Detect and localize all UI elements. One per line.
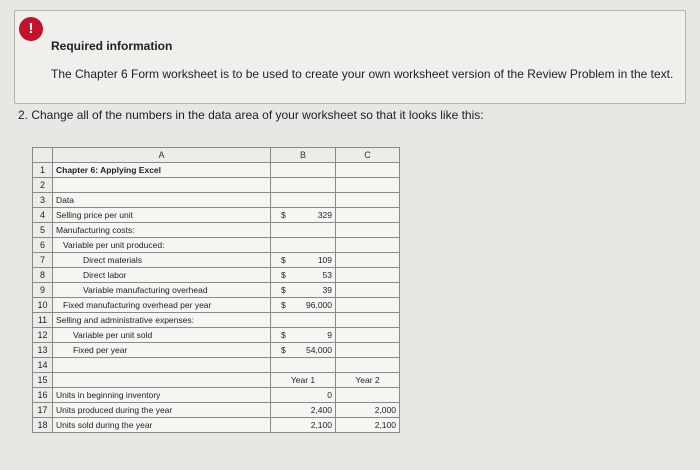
table-row	[33, 373, 400, 388]
column-header-row	[33, 148, 400, 163]
cell-b-value: 9	[327, 330, 332, 340]
cell-b[interactable]	[271, 403, 336, 418]
cell-c[interactable]	[336, 388, 400, 403]
cell-a[interactable]: Fixed per year	[53, 343, 271, 358]
currency-symbol: $	[281, 330, 286, 340]
cell-b[interactable]	[271, 343, 336, 358]
row-number[interactable]: 7	[33, 253, 53, 268]
table-row	[33, 298, 400, 313]
cell-c[interactable]	[336, 373, 400, 388]
currency-symbol: $	[281, 255, 286, 265]
row-number[interactable]: 3	[33, 193, 53, 208]
row-number[interactable]: 17	[33, 403, 53, 418]
cell-c[interactable]	[336, 238, 400, 253]
table-row	[33, 418, 400, 433]
cell-a[interactable]	[53, 358, 271, 373]
cell-a[interactable]: Data	[53, 193, 271, 208]
cell-a[interactable]: Variable per unit sold	[53, 328, 271, 343]
cell-b[interactable]	[271, 163, 336, 178]
cell-a[interactable]: Direct materials	[53, 253, 271, 268]
cell-a[interactable]: Direct labor	[53, 268, 271, 283]
cell-b-value: 96,000	[306, 300, 332, 310]
cell-c[interactable]	[336, 328, 400, 343]
worksheet-table	[32, 147, 400, 433]
column-header[interactable]: C	[336, 148, 400, 163]
cell-c[interactable]	[336, 298, 400, 313]
cell-c[interactable]	[336, 178, 400, 193]
cell-b[interactable]	[271, 283, 336, 298]
cell-c[interactable]	[336, 403, 400, 418]
table-row	[33, 178, 400, 193]
row-number[interactable]: 13	[33, 343, 53, 358]
cell-b-value: Year 1	[290, 375, 316, 385]
cell-b[interactable]	[271, 298, 336, 313]
info-title: Required information	[51, 39, 173, 53]
question-text: 2. Change all of the numbers in the data area of your worksheet so that it looks like this:	[18, 108, 484, 122]
cell-b[interactable]	[271, 373, 336, 388]
cell-a[interactable]: Variable per unit produced:	[53, 238, 271, 253]
table-row	[33, 283, 400, 298]
cell-a[interactable]: Units produced during the year	[53, 403, 271, 418]
cell-b-value: 39	[322, 285, 332, 295]
row-number[interactable]: 14	[33, 358, 53, 373]
column-header[interactable]: B	[271, 148, 336, 163]
cell-b-value: 2,400	[310, 405, 332, 415]
cell-a[interactable]: Variable manufacturing overhead	[53, 283, 271, 298]
cell-a[interactable]: Units in beginning inventory	[53, 388, 271, 403]
cell-c[interactable]	[336, 163, 400, 178]
cell-a[interactable]: Selling price per unit	[53, 208, 271, 223]
cell-c-value: Year 2	[355, 375, 380, 385]
table-row	[33, 268, 400, 283]
table-row	[33, 253, 400, 268]
cell-c[interactable]	[336, 268, 400, 283]
cell-b[interactable]	[271, 223, 336, 238]
table-row	[33, 163, 400, 178]
cell-b[interactable]	[271, 268, 336, 283]
cell-b-value: 54,000	[306, 345, 332, 355]
cell-b[interactable]	[271, 388, 336, 403]
cell-b-value: 2,100	[310, 420, 332, 430]
column-header[interactable]: A	[53, 148, 271, 163]
cell-c[interactable]	[336, 193, 400, 208]
cell-b[interactable]	[271, 178, 336, 193]
cell-b-value: 329	[317, 210, 332, 220]
cell-a[interactable]	[53, 178, 271, 193]
table-row	[33, 358, 400, 373]
table-row	[33, 223, 400, 238]
cell-c[interactable]	[336, 253, 400, 268]
cell-c[interactable]	[336, 223, 400, 238]
currency-symbol: $	[281, 270, 286, 280]
table-row	[33, 328, 400, 343]
cell-c-value: 2,000	[374, 405, 396, 415]
cell-c[interactable]	[336, 313, 400, 328]
row-number[interactable]: 4	[33, 208, 53, 223]
corner-cell	[33, 148, 53, 163]
cell-b[interactable]	[271, 418, 336, 433]
row-number[interactable]: 5	[33, 223, 53, 238]
row-number[interactable]: 18	[33, 418, 53, 433]
row-number[interactable]: 12	[33, 328, 53, 343]
cell-b-value: 109	[317, 255, 332, 265]
cell-b[interactable]	[271, 208, 336, 223]
table-row	[33, 403, 400, 418]
cell-c[interactable]	[336, 208, 400, 223]
table-row	[33, 388, 400, 403]
currency-symbol: $	[281, 300, 286, 310]
cell-b[interactable]	[271, 253, 336, 268]
currency-symbol: $	[281, 210, 286, 220]
row-number[interactable]: 2	[33, 178, 53, 193]
cell-c[interactable]	[336, 418, 400, 433]
table-row	[33, 343, 400, 358]
cell-b[interactable]	[271, 328, 336, 343]
table-row	[33, 238, 400, 253]
cell-b[interactable]	[271, 193, 336, 208]
row-number[interactable]: 8	[33, 268, 53, 283]
cell-a[interactable]: Chapter 6: Applying Excel	[53, 163, 271, 178]
info-text: The Chapter 6 Form worksheet is to be used to create your own worksheet version of the Review Problem in the text.	[51, 67, 674, 81]
currency-symbol: $	[281, 345, 286, 355]
table-row	[33, 193, 400, 208]
alert-icon: !	[19, 17, 43, 41]
table-row	[33, 313, 400, 328]
cell-a[interactable]: Fixed manufacturing overhead per year	[53, 298, 271, 313]
cell-c[interactable]	[336, 358, 400, 373]
currency-symbol: $	[281, 285, 286, 295]
cell-b-value: 53	[322, 270, 332, 280]
cell-c-value: 2,100	[374, 420, 396, 430]
cell-b-value: 0	[327, 390, 332, 400]
cell-c[interactable]	[336, 283, 400, 298]
cell-c[interactable]	[336, 343, 400, 358]
worksheet-body	[33, 163, 400, 433]
cell-b[interactable]	[271, 238, 336, 253]
cell-b[interactable]	[271, 313, 336, 328]
cell-a[interactable]	[53, 373, 271, 388]
row-number[interactable]: 9	[33, 283, 53, 298]
row-number[interactable]: 6	[33, 238, 53, 253]
table-row	[33, 208, 400, 223]
cell-a[interactable]: Selling and administrative expenses:	[53, 313, 271, 328]
required-info-panel	[14, 10, 686, 104]
row-number[interactable]: 16	[33, 388, 53, 403]
row-number[interactable]: 15	[33, 373, 53, 388]
row-number[interactable]: 10	[33, 298, 53, 313]
cell-a[interactable]: Manufacturing costs:	[53, 223, 271, 238]
row-number[interactable]: 11	[33, 313, 53, 328]
cell-b[interactable]	[271, 358, 336, 373]
cell-a[interactable]: Units sold during the year	[53, 418, 271, 433]
row-number[interactable]: 1	[33, 163, 53, 178]
